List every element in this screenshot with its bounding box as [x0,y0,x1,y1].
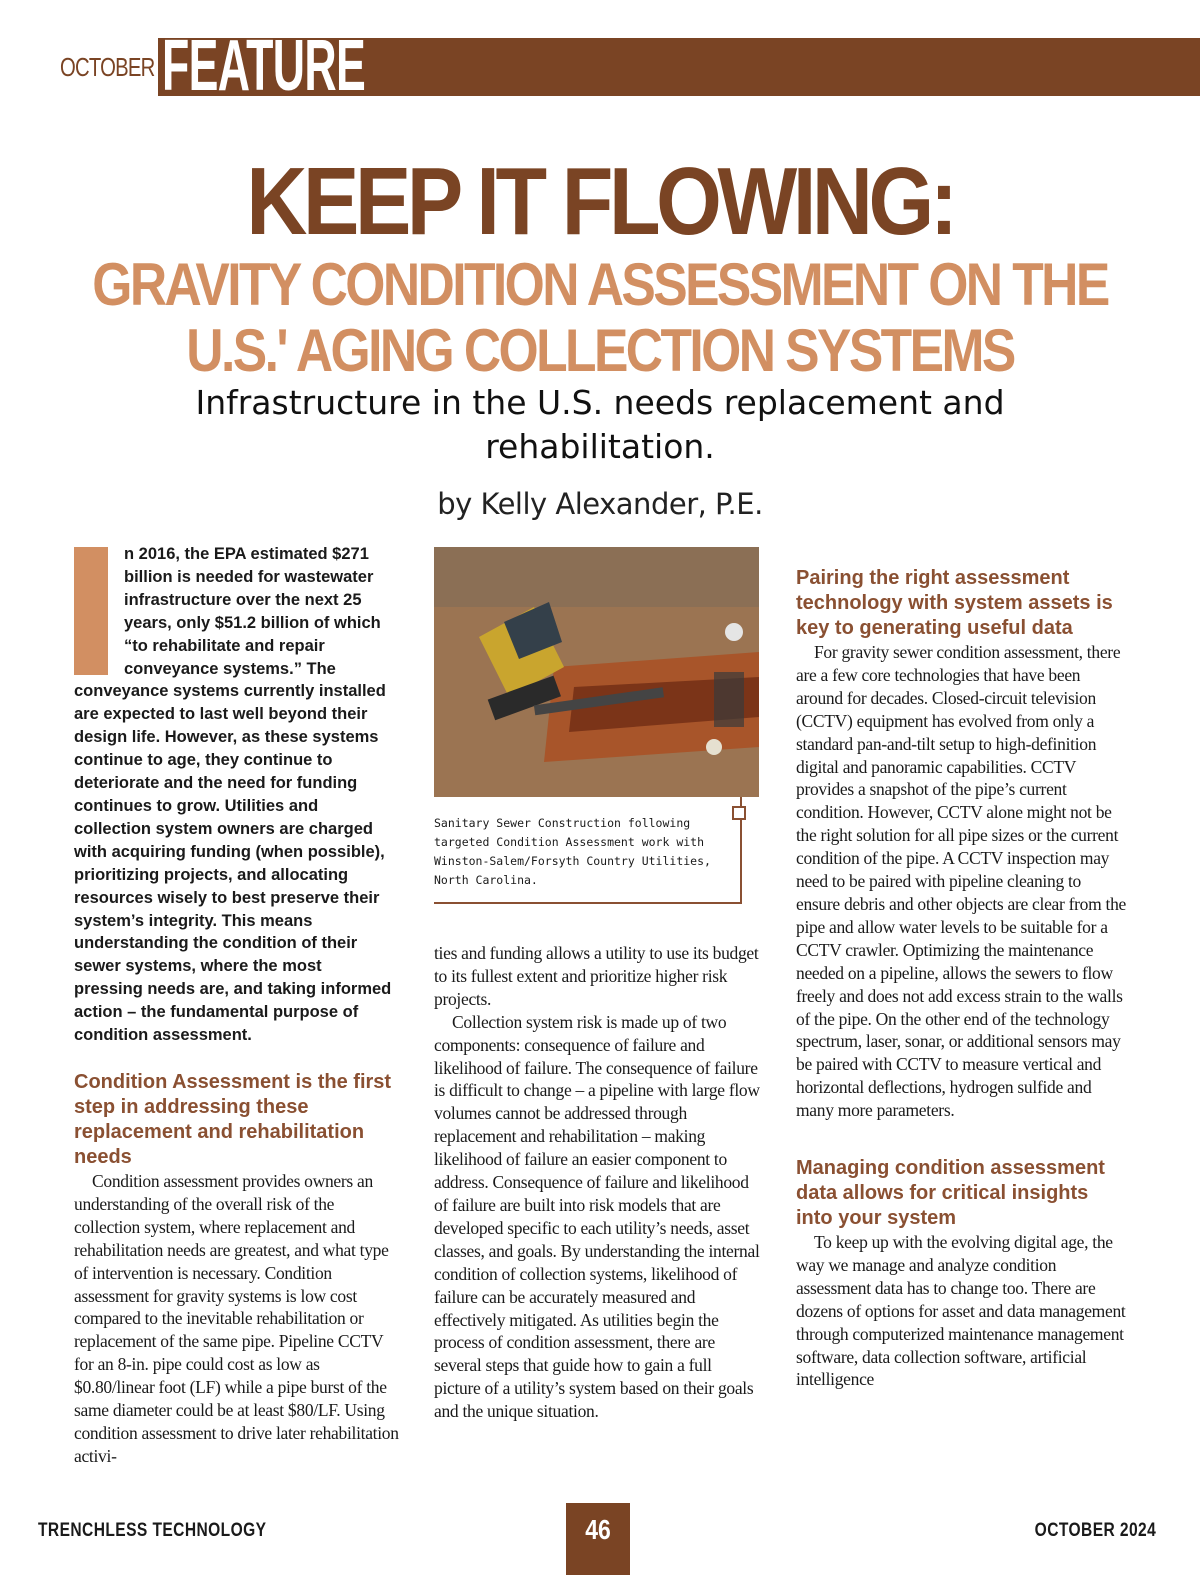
page-number: 46 [585,1514,611,1545]
construction-photo [434,547,759,797]
article-subhead: GRAVITY CONDITION ASSESSMENT ON THE U.S.' AGING COLLECTION SYSTEMS [92,251,1108,384]
drop-cap-block [74,547,108,675]
footer-publication: TRENCHLESS TECHNOLOGY [38,1520,267,1541]
header-month: OCTOBER [60,52,155,82]
header-section: FEATURE [162,26,366,106]
section1-paragraph-1-continued: ties and funding allows a utility to use its budget to its fullest extent and prioritize higher risk projects. [434,943,759,1009]
column-3-section [796,566,1126,1391]
section1-paragraph-2: Collection system risk is made up of two components: consequence of failure and likelihood of failure. The consequence of failure is difficult to change – a pipeline with large flow volumes cannot be addressed through replacement and rehabilitation – making likelihood of failure an easier component to address. Consequence of failure and likelihood of failure are built into risk models that are developed specific to each utility’s needs, asset classes, and goals. By understanding the internal condition of collection systems, likelihood of failure can be accurately measured and effectively mitigated. As utilities begin the process of condition assessment, there are several steps that guide how to gain a full picture of a utility’s system based on their goals and the unique situation. [434,1011,760,1422]
article-byline: by Kelly Alexander, P.E. [437,487,763,521]
section-heading-assessment-technology: Pairing the right assessment technology with system assets is key to generating useful data [796,567,1113,639]
excavator-photo-illustration [434,547,759,797]
section3-paragraph-1: To keep up with the evolving digital age, the way we manage and analyze condition assessment data has to change too. There are dozens of options for asset and data management through computerized maintenance management software, data collection software, artificial intelligence [796,1232,1126,1390]
column-1-section [74,1070,400,1468]
footer-issue: OCTOBER 2024 [1034,1520,1156,1541]
column-2-section [434,942,760,1423]
article-deck: Infrastructure in the U.S. needs replacement and rehabilitation. [195,383,1005,466]
intro-text: n 2016, the EPA estimated $271 billion is needed for wastewater infrastructure over the next 25 years, only $51.2 billion of which “to rehabilitate and repair conveyance systems.” The conveyance systems currently installed are expected to last well beyond their design life. However, as these systems continue to age, they continue to deteriorate and the need for funding continues to grow. Utilities and collection system owners are charged with acquiring funding (when possible), prioritizing projects, and allocating resources wisely to best preserve their system’s integrity. This means understanding the condition of their sewer systems, where the most pressing needs are, and taking informed action – the fundamental purpose of condition assessment. [74,545,392,1045]
intro-paragraph [74,543,394,1047]
section-heading-condition-assessment: Condition Assessment is the first step in addressing these replacement and rehabilitation needs [74,1071,392,1168]
photo-caption: Sanitary Sewer Construction following targeted Condition Assessment work with Winston-Salem/Forsyth Country Utilities, North Carolina. [434,816,711,887]
section1-paragraph-1: Condition assessment provides owners an understanding of the overall risk of the collection system, where replacement and rehabilitation needs are greatest, and what type of intervention is necessary. Condition assessment for gravity systems is low cost compared to the inevitable rehabilitation or replacement of the same pipe. Pipeline CCTV for an 8-in. pipe could cost as low as $0.80/linear foot (LF) while a pipe burst of the same diameter could be at least $80/LF. Using condition assessment to drive later rehabilitation activi- [74,1171,399,1466]
article-headline: KEEP IT FLOWING: [246,148,954,255]
section-heading-data-management: Managing condition assessment data allows for critical insights into your system [796,1157,1105,1230]
section2-paragraph-1: For gravity sewer condition assessment, there are a few core technologies that have been around for decades. Closed-circuit television (CCTV) equipment has evolved from only a standard pan-and-tilt setup to high-definition digital and panoramic capabilities. CCTV provides a snapshot of the pipe’s current condition. However, CCTV alone might not be the right solution for all pipe sizes or the current condition of the pipe. A CCTV inspection may need to be paired with pipeline cleaning to ensure debris and other objects are clear from the pipe and allow water levels to be suitable for a CCTV crawler. Optimizing the maintenance needed on a pipeline, allows the sewers to flow freely and does not add excess strain to the walls of the pipe. On the other end of the technology spectrum, laser, sonar, or additional sensors may be paired with CCTV to measure vertical and horizontal deflections, hydrogen sulfide and many more parameters. [796,642,1126,1121]
caption-corner-marker [732,806,746,820]
